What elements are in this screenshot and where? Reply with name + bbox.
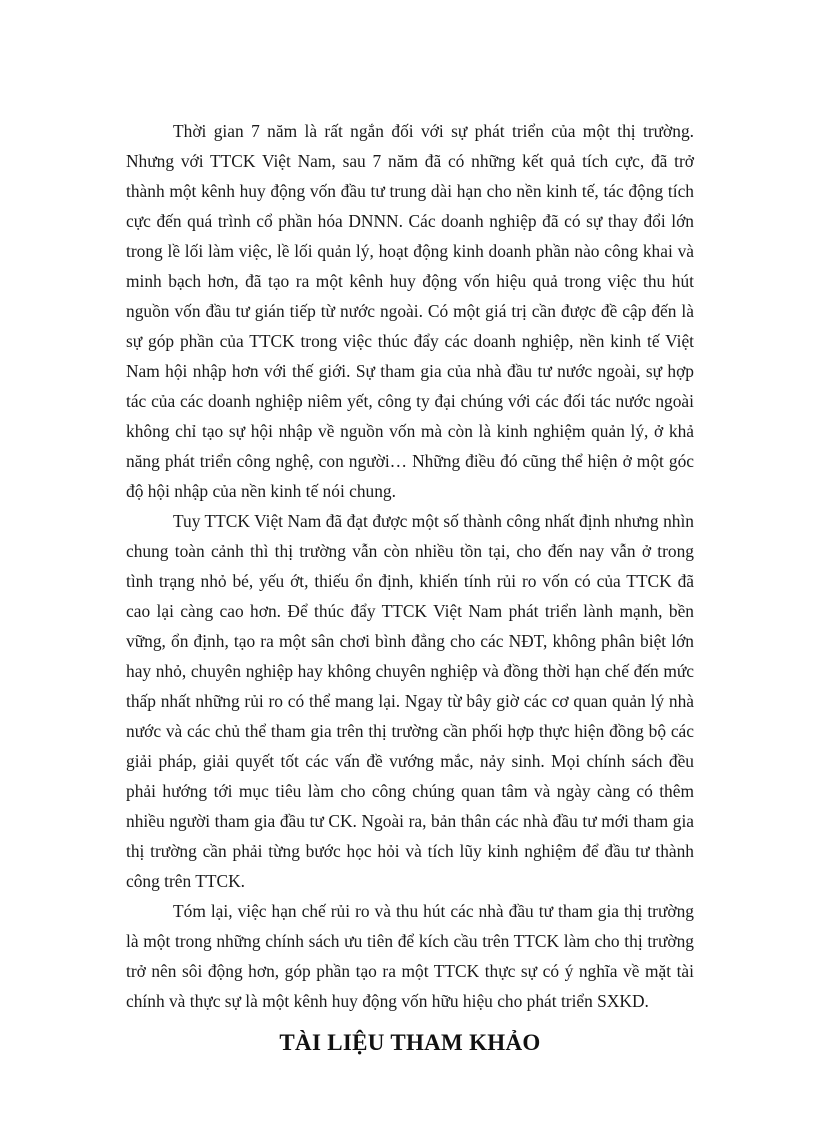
references-heading: TÀI LIỆU THAM KHẢO <box>279 1030 541 1055</box>
paragraph-conclusion: Tóm lại, việc hạn chế rủi ro và thu hút các nhà đầu tư tham gia thị trường là một trong những chính sách ưu tiên để kích cầu trên TTCK làm cho thị trường trở nên sôi động hơn, góp phần tạo ra một TTCK thực sự có ý nghĩa về mặt tài chính và thực sự là một kênh huy động vốn hữu hiệu cho phát triển SXKD. <box>126 901 694 1011</box>
paragraph-challenges: Tuy TTCK Việt Nam đã đạt được một số thành công nhất định nhưng nhìn chung toàn cảnh thì thị trường vẫn còn nhiều tồn tại, cho đến nay vẫn ở trong tình trạng nhỏ bé, yếu ớt, thiếu ổn định, khiến tính rủi ro vốn có của TTCK đã cao lại càng cao hơn. Để thúc đẩy TTCK Việt Nam phát triển lành mạnh, bền vững, ổn định, tạo ra một sân chơi bình đẳng cho các NĐT, không phân biệt lớn hay nhỏ, chuyên nghiệp hay không chuyên nghiệp và đồng thời hạn chế đến mức thấp nhất những rủi ro có thể mang lại. Ngay từ bây giờ các cơ quan quản lý nhà nước và các chủ thể tham gia trên thị trường cần phối hợp thực hiện đồng bộ các giải pháp, giải quyết tốt các vấn đề vướng mắc, nảy sinh. Mọi chính sách đều phải hướng tới mục tiêu làm cho công chúng quan tâm và ngày càng có thêm nhiều người tham gia đầu tư CK. Ngoài ra, bản thân các nhà đầu tư mới tham gia thị trường cần phải từng bước học hỏi và tích lũy kinh nghiệm để đầu tư thành công trên TTCK. <box>126 511 694 891</box>
paragraph-achievements: Thời gian 7 năm là rất ngắn đối với sự phát triển của một thị trường. Nhưng với TTCK Việt Nam, sau 7 năm đã có những kết quả tích cực, đã trở thành một kênh huy động vốn đầu tư trung dài hạn cho nền kinh tế, tác động tích cực đến quá trình cổ phần hóa DNNN. Các doanh nghiệp đã có sự thay đổi lớn trong lề lối làm việc, lề lối quản lý, hoạt động kinh doanh phần nào công khai và minh bạch hơn, đã tạo ra một kênh huy động vốn hiệu quả trong việc thu hút nguồn vốn đầu tư gián tiếp từ nước ngoài. Có một giá trị cần được đề cập đến là sự góp phần của TTCK trong việc thúc đẩy các doanh nghiệp, nền kinh tế Việt Nam hội nhập hơn với thế giới. Sự tham gia của nhà đầu tư nước ngoài, sự hợp tác của các doanh nghiệp niêm yết, công ty đại chúng với các đối tác nước ngoài không chỉ tạo sự hội nhập về nguồn vốn mà còn là kinh nghiệm quản lý, ở khả năng phát triển công nghệ, con người… Những điều đó cũng thể hiện ở một góc độ hội nhập của nền kinh tế nói chung. <box>126 121 694 501</box>
page-content <box>126 116 694 1058</box>
